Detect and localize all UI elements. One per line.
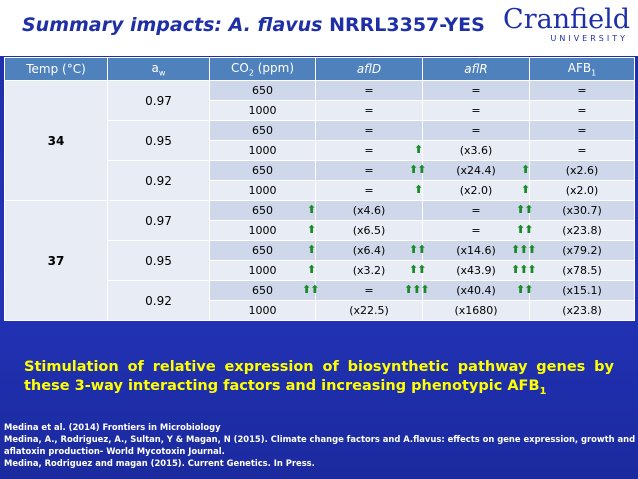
co2-value: 650	[252, 284, 273, 297]
afb-cell	[511, 241, 635, 261]
co2-value: 650	[252, 204, 273, 217]
aflr-cell	[404, 281, 533, 301]
aflr-value: (x1680)	[454, 304, 498, 317]
cranfield-logo	[503, 6, 630, 43]
table-body	[5, 81, 635, 321]
afld-value: (x22.5)	[349, 304, 389, 317]
afb-value: (x78.5)	[562, 264, 602, 277]
up-arrow-icon: ⬆⬆	[409, 243, 426, 256]
reference-3: Medina, Rodriguez and magan (2015). Current Genetics. In Press.	[4, 458, 315, 468]
up-arrow-icon: ⬆⬆	[409, 263, 426, 276]
afld-value: (x6.5)	[352, 224, 386, 237]
afb-cell	[516, 221, 635, 241]
up-arrow-icon: ⬆⬆	[302, 283, 319, 296]
afld-cell	[316, 181, 423, 201]
summary-table	[4, 57, 635, 321]
afb-cell	[530, 121, 635, 141]
table-row	[5, 201, 635, 221]
afb-value: =	[577, 84, 587, 97]
header-aflr: aflR	[423, 58, 530, 81]
afld-cell	[316, 161, 426, 181]
aflr-cell	[414, 181, 530, 201]
afb-cell	[511, 261, 635, 281]
co2-cell	[210, 101, 316, 121]
afb-cell	[530, 141, 635, 161]
up-arrow-icon: ⬆⬆	[516, 223, 533, 236]
afb-value: (x79.2)	[562, 244, 602, 257]
afb-value: (x23.8)	[562, 224, 602, 237]
co2-value: 1000	[248, 224, 277, 237]
aflr-cell	[414, 141, 530, 161]
afb-value: (x23.8)	[562, 304, 602, 317]
co2-cell	[210, 281, 319, 301]
reference-1: Medina et al. (2014) Frontiers in Microbiology	[4, 422, 221, 432]
co2-value: 1000	[248, 144, 277, 157]
co2-value: 1000	[248, 104, 277, 117]
afld-cell	[316, 141, 423, 161]
co2-cell	[210, 301, 316, 321]
title-strain: NRRL3357-YES	[329, 14, 485, 36]
aw-cell: 0.92	[108, 161, 210, 201]
aflr-cell	[423, 121, 530, 141]
afld-value: (x3.2)	[352, 264, 386, 277]
up-arrow-icon: ⬆⬆⬆	[511, 243, 536, 256]
co2-cell	[210, 241, 316, 261]
up-arrow-icon: ⬆⬆	[516, 203, 533, 216]
title-bar	[0, 0, 638, 56]
afb-cell	[530, 81, 635, 101]
afld-value: =	[364, 124, 374, 137]
logo-name: Cranfield	[503, 4, 630, 35]
co2-cell	[210, 181, 316, 201]
afld-cell	[316, 81, 423, 101]
co2-value: 650	[252, 164, 273, 177]
slide-title	[22, 14, 485, 36]
aflr-value: =	[471, 104, 481, 117]
afb-cell	[530, 101, 635, 121]
aflr-value: =	[471, 124, 481, 137]
co2-value: 1000	[248, 304, 277, 317]
co2-value: 1000	[248, 264, 277, 277]
aw-cell: 0.95	[108, 241, 210, 281]
header-temp: Temp (°C)	[5, 58, 108, 81]
afb-cell	[530, 301, 635, 321]
afld-value: =	[364, 284, 374, 297]
co2-cell	[210, 161, 316, 181]
afb-value: (x30.7)	[562, 204, 602, 217]
afld-value: =	[364, 144, 374, 157]
afld-value: (x4.6)	[352, 204, 386, 217]
header-afld: aflD	[316, 58, 423, 81]
up-arrow-icon: ⬆⬆	[516, 283, 533, 296]
co2-cell	[210, 261, 316, 281]
afb-cell	[521, 181, 635, 201]
aflr-value: (x3.6)	[459, 144, 493, 157]
temp-cell: 34	[5, 81, 108, 201]
afld-value: =	[364, 184, 374, 197]
aflr-cell	[423, 81, 530, 101]
header-aw: $a_w$	[108, 58, 210, 81]
afb-cell	[516, 201, 635, 221]
afld-cell	[307, 221, 423, 241]
co2-cell	[210, 201, 316, 221]
afb-cell	[521, 161, 635, 181]
afb-value: =	[577, 104, 587, 117]
temp-cell: 37	[5, 201, 108, 321]
up-arrow-icon: ⬆⬆⬆	[511, 263, 536, 276]
aflr-value: (x40.4)	[456, 284, 496, 297]
up-arrow-icon: ⬆	[414, 143, 423, 156]
afld-cell	[307, 201, 423, 221]
up-arrow-icon: ⬆	[307, 223, 316, 236]
up-arrow-icon: ⬆	[307, 243, 316, 256]
up-arrow-icon: ⬆⬆	[409, 163, 426, 176]
afb-value: (x2.6)	[565, 164, 599, 177]
up-arrow-icon: ⬆⬆⬆	[404, 283, 429, 296]
aflr-cell	[423, 221, 533, 241]
aflr-cell	[423, 101, 530, 121]
table-row	[5, 81, 635, 101]
aw-cell: 0.92	[108, 281, 210, 321]
afld-cell	[307, 261, 426, 281]
afb-value: =	[577, 144, 587, 157]
stimulation-statement: Stimulation of relative expression of biosynthetic pathway genes by these 3-way interacting factors and increasing phenotypic $AFB_1$	[24, 359, 614, 397]
up-arrow-icon: ⬆	[307, 203, 316, 216]
header-afb1: $AFB_1$	[530, 58, 635, 81]
co2-value: 650	[252, 244, 273, 257]
afld-cell	[307, 241, 426, 261]
aflr-value: (x2.0)	[459, 184, 493, 197]
afld-value: =	[364, 84, 374, 97]
aflr-cell	[423, 201, 533, 221]
afld-cell	[316, 301, 423, 321]
up-arrow-icon: ⬆	[521, 163, 530, 176]
co2-cell	[210, 81, 316, 101]
afld-value: (x6.4)	[352, 244, 386, 257]
afld-value: =	[364, 164, 374, 177]
aflr-value: (x14.6)	[456, 244, 496, 257]
afld-cell	[316, 101, 423, 121]
afld-cell	[316, 121, 423, 141]
aw-cell: 0.95	[108, 121, 210, 161]
afb-value: (x2.0)	[565, 184, 599, 197]
co2-value: 650	[252, 84, 273, 97]
aflr-value: (x24.4)	[456, 164, 496, 177]
aflr-value: =	[471, 84, 481, 97]
aflr-value: =	[471, 224, 481, 237]
aw-cell: 0.97	[108, 201, 210, 241]
aflr-value: (x43.9)	[456, 264, 496, 277]
co2-cell	[210, 141, 316, 161]
afb-value: =	[577, 124, 587, 137]
co2-value: 650	[252, 124, 273, 137]
reference-2: Medina, A., Rodriguez, A., Sultan, Y & Magan, N (2015). Climate change factors and A.flavus: effects on gene expression, growth and aflatoxin production- World Mycotoxin Journal.	[4, 434, 636, 456]
co2-cell	[210, 221, 316, 241]
up-arrow-icon: ⬆	[414, 183, 423, 196]
aflr-cell	[409, 161, 530, 181]
title-species: Summary impacts: A. flavus	[22, 14, 330, 36]
aw-cell: 0.97	[108, 81, 210, 121]
logo-sub: UNIVERSITY	[550, 34, 628, 43]
aflr-cell	[423, 301, 530, 321]
up-arrow-icon: ⬆	[521, 183, 530, 196]
afld-value: =	[364, 104, 374, 117]
co2-cell	[210, 121, 316, 141]
table-header-row	[5, 58, 635, 81]
co2-value: 1000	[248, 184, 277, 197]
references	[4, 421, 636, 469]
header-co2: $CO_2$ (ppm)	[210, 58, 316, 81]
afb-value: (x15.1)	[562, 284, 602, 297]
aflr-value: =	[471, 204, 481, 217]
afb-cell	[516, 281, 635, 301]
up-arrow-icon: ⬆	[307, 263, 316, 276]
